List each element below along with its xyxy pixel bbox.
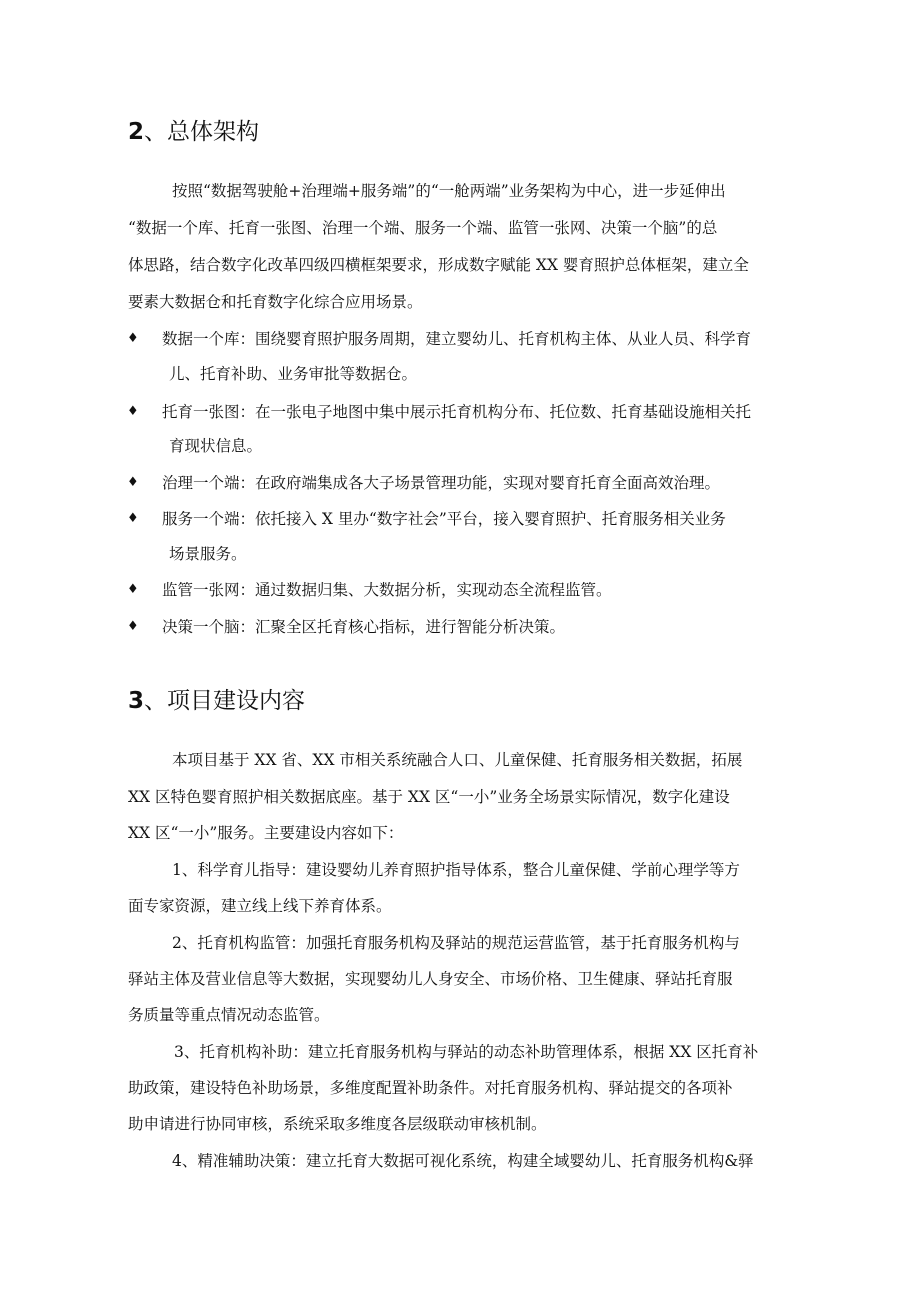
section-3-intro-line-1: 本项目基于 XX 省、XX 市相关系统融合人口、儿童保健、托育服务相关数据，拓展 [172, 751, 743, 769]
item-1-line-2: 面专家资源，建立线上线下养育体系。 [128, 897, 392, 915]
item-2-line-1: 2、托育机构监管：加强托育服务机构及驿站的规范运营监管，基于托育服务机构与 [172, 934, 740, 952]
bullet-diamond-icon: ♦ [127, 511, 139, 526]
item-3-line-1: 3、托育机构补助：建立托育服务机构与驿站的动态补助管理体系，根据 XX 区托育补 [174, 1043, 759, 1061]
item-4-line-1: 4、精准辅助决策：建立托育大数据可视化系统，构建全域婴幼儿、托育服务机构&驿 [172, 1152, 754, 1170]
section-2-heading [128, 113, 259, 146]
item-2-line-3: 务质量等重点情况动态监管。 [128, 1006, 330, 1024]
section-2-intro-line-4: 要素大数据仓和托育数字化综合应用场景。 [128, 293, 423, 311]
section-3-number: 3 [128, 688, 145, 714]
section-2-number: 2 [128, 119, 145, 145]
bullet-1-line-2: 儿、托育补助、业务审批等数据仓。 [169, 365, 418, 383]
bullet-1-line-1: 数据一个库：围绕婴育照护服务周期，建立婴幼儿、托育机构主体、从业人员、科学育 [162, 330, 752, 348]
bullet-5-line-1: 监管一张网：通过数据归集、大数据分析，实现动态全流程监管。 [162, 581, 612, 599]
bullet-diamond-icon: ♦ [127, 582, 139, 597]
item-3-line-3: 助申请进行协同审核，系统采取多维度各层级联动审核机制。 [128, 1115, 547, 1133]
bullet-diamond-icon: ♦ [127, 619, 139, 634]
section-3-heading [128, 682, 305, 715]
item-1-line-1: 1、科学育儿指导：建设婴幼儿养育照护指导体系，整合儿童保健、学前心理学等方 [172, 861, 740, 879]
bullet-6-line-1: 决策一个脑：汇聚全区托育核心指标，进行智能分析决策。 [162, 618, 566, 636]
bullet-4-line-1: 服务一个端：依托接入 X 里办“数字社会”平台，接入婴育照护、托育服务相关业务 [162, 510, 726, 528]
bullet-diamond-icon: ♦ [127, 404, 139, 419]
section-3-intro-line-2: XX 区特色婴育照护相关数据底座。基于 XX 区“一小”业务全场景实际情况，数字化建设 [128, 788, 730, 806]
bullet-diamond-icon: ♦ [127, 475, 139, 490]
section-3-title: 、项目建设内容 [144, 688, 306, 714]
bullet-4-line-2: 场景服务。 [169, 545, 247, 563]
section-2-intro-line-3: 体思路，结合数字化改革四级四横框架要求，形成数字赋能 XX 婴育照护总体框架，建立全 [128, 256, 749, 274]
section-3-intro-line-3: XX 区“一小”服务。主要建设内容如下： [128, 824, 404, 842]
item-2-line-2: 驿站主体及营业信息等大数据，实现婴幼儿人身安全、市场价格、卫生健康、驿站托育服 [128, 970, 733, 988]
bullet-diamond-icon: ♦ [127, 331, 139, 346]
section-2-intro-line-1: 按照“数据驾驶舱+治理端+服务端”的“一舱两端”业务架构为中心，进一步延伸出 [172, 182, 726, 200]
bullet-2-line-1: 托育一张图：在一张电子地图中集中展示托育机构分布、托位数、托育基础设施相关托 [162, 403, 752, 421]
bullet-3-line-1: 治理一个端：在政府端集成各大子场景管理功能，实现对婴育托育全面高效治理。 [162, 474, 721, 492]
section-2-title: 、总体架构 [144, 119, 260, 145]
item-3-line-2: 助政策，建设特色补助场景，多维度配置补助条件。对托育服务机构、驿站提交的各项补 [128, 1079, 733, 1097]
bullet-2-line-2: 育现状信息。 [169, 437, 263, 455]
section-2-intro-line-2: “数据一个库、托育一张图、治理一个端、服务一个端、监管一张网、决策一个脑”的总 [128, 219, 718, 237]
